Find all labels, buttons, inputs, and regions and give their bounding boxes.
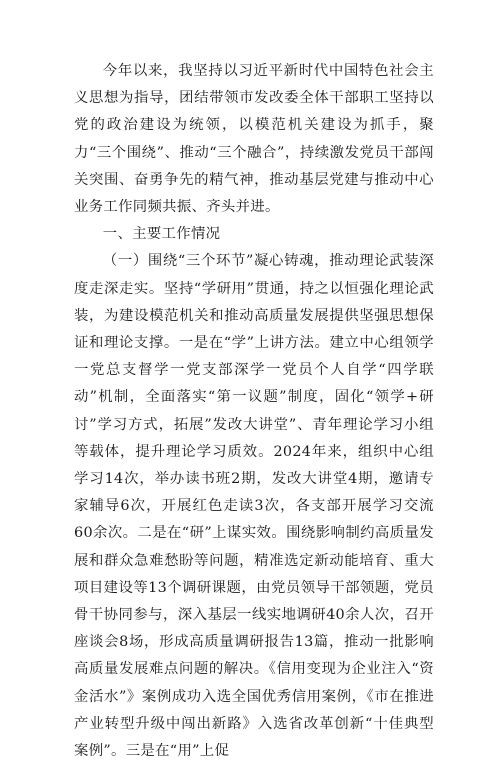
document-body — [74, 58, 434, 765]
intro-paragraph: 今年以来，我坚持以习近平新时代中国特色社会主义思想为指导，团结带领市发改委全体干部职工坚持以党的政治建设为统领，以模范机关建设为抓手，聚力“三个围绕”、推动“三个融合”，持续激发党员干部闯关突围、奋勇争先的精气神，推动基层党建与推动中心业务工作同频共振、齐头并进。 — [74, 63, 434, 216]
section-heading: 一、主要工作情况 — [102, 226, 221, 243]
subsection-paragraph: （一）围绕“三个环节”凝心铸魂，推动理论武装深度走深走实。坚持“学研用”贯通，持之以恒强化理论武装，为建设模范机关和推动高质量发展提供坚强思想保证和理论支撑。一是在“学”上讲方法。建立中心组领学一党总支督学一党支部深学一党员个人自学“四学联动”机制，全面落实“第一议题”制度，固化“领学+研讨”学习方式，拓展”发改大讲堂”、青年理论学习小组等载体，提升理论学习质效。2024年来，组织中心组学习14次，举办读书班2期，发改大讲堂4期，邀请专家辅导6次，开展红色走读3次，各支部开展学习交流60余次。二是在“研”上谋实效。围绕影响制约高质量发展和群众急难愁盼等问题，精准选定新动能培育、重大项目建设等13个调研课题，由党员领导干部领题，党员骨干协同参与，深入基层一线实地调研40余人次，召开座谈会8场，形成高质量调研报告13篇，推动一批影响高质量发展难点问题的解决。《信用变现为企业注入“资金活水”》案例成功入选全国优秀信用案例，《市在推进产业转型升级中闯出新路》入选省改革创新“十佳典型案例”。三是在“用”上促 — [74, 253, 434, 760]
